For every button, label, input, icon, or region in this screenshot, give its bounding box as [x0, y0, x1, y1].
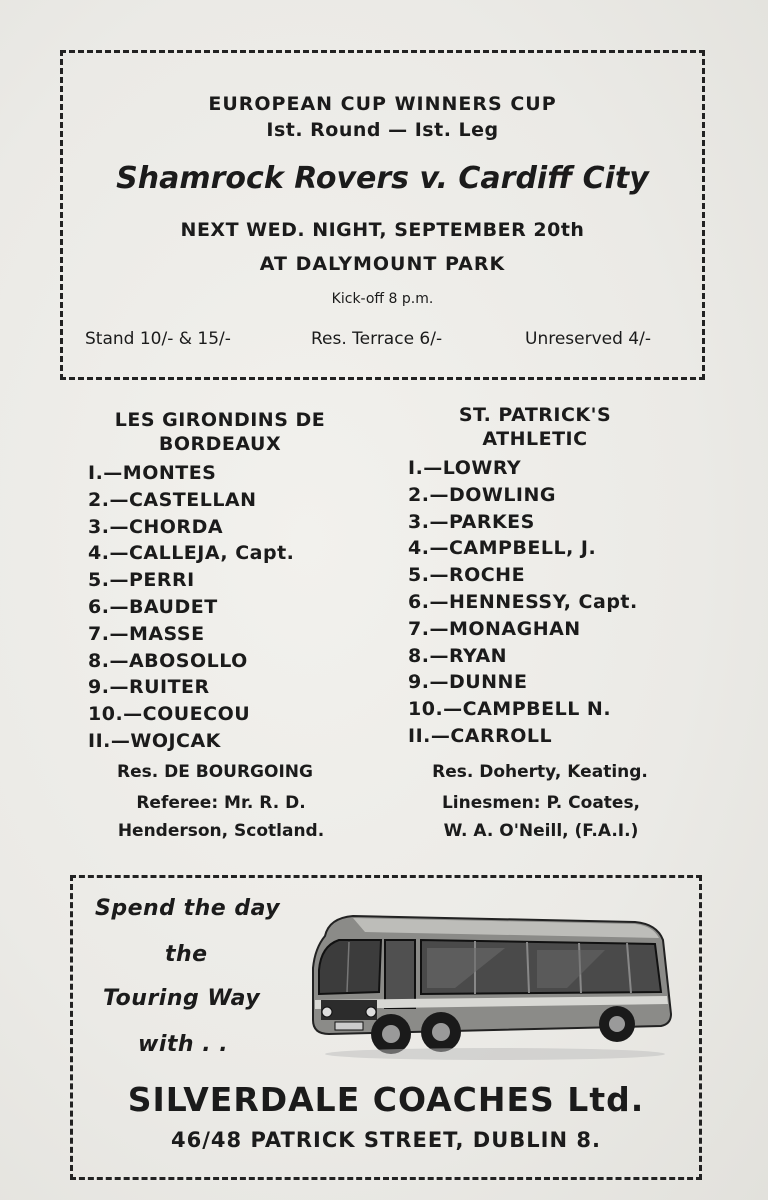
lineup-player: 3.—CHORDA [88, 515, 224, 538]
fixture-box [60, 50, 705, 380]
referee-line2: Henderson, Scotland. [117, 821, 325, 841]
lineup-player: 9.—DUNNE [408, 671, 528, 694]
home-team-name-line2: BORDEAUX [158, 433, 282, 455]
home-team-name [90, 408, 350, 456]
coach-company-name: SILVERDALE COACHES Ltd. [127, 1080, 645, 1119]
lineup-player: 7.—MASSE [88, 622, 205, 645]
linesmen-line2: W. A. O'Neill, (F.A.I.) [443, 821, 639, 841]
home-reserves: Res. DE BOURGOING [117, 762, 313, 782]
kickoff-time: Kick-off 8 p.m. [331, 291, 434, 307]
competition-title: EUROPEAN CUP WINNERS CUP [208, 93, 557, 115]
lineup-player: I.—MONTES [88, 462, 217, 484]
advert-tagline-line: with . . [138, 1032, 229, 1057]
lineup-player: 5.—ROCHE [408, 564, 526, 587]
home-team-name-line1: LES GIRONDINS DE [114, 409, 326, 431]
referee-info [90, 789, 352, 845]
price-stand: Stand 10/- & 15/- [85, 329, 231, 349]
match-title: Shamrock Rovers v. Cardiff City [116, 161, 649, 196]
away-lineup [408, 455, 638, 750]
lineup-player: 8.—ABOSOLLO [88, 649, 248, 672]
round-label: Ist. Round — Ist. Leg [266, 119, 499, 141]
linesmen-line1: Linesmen: P. Coates, [441, 793, 641, 813]
lineup-player: 5.—PERRI [88, 569, 195, 592]
price-unreserved: Unreserved 4/- [525, 329, 651, 349]
lineup-player: 10.—CAMPBELL N. [408, 698, 612, 721]
coach-advert [70, 875, 702, 1180]
price-reserved-terrace: Res. Terrace 6/- [311, 329, 443, 349]
lineup-player: 9.—RUITER [88, 676, 210, 699]
lineup-player: 3.—PARKES [408, 510, 535, 533]
match-date: NEXT WED. NIGHT, SEPTEMBER 20th [180, 219, 585, 241]
lineup-player: II.—WOJCAK [88, 729, 221, 752]
advert-tagline-line: Touring Way [103, 986, 261, 1011]
lineup-player: II.—CARROLL [408, 724, 553, 747]
coach-bus-image [305, 896, 677, 1066]
away-reserves: Res. Doherty, Keating. [432, 762, 648, 782]
away-team-name [410, 403, 660, 451]
lineup-player: 8.—RYAN [408, 644, 508, 667]
referee-line1: Referee: Mr. R. D. [136, 793, 306, 813]
advert-tagline-line: the [165, 942, 208, 967]
lineup-player: 4.—CAMPBELL, J. [408, 537, 597, 560]
lineup-player: 6.—HENNESSY, Capt. [408, 590, 638, 613]
lineup-player: 6.—BAUDET [88, 595, 218, 618]
lineup-player: 10.—COUECOU [88, 703, 251, 726]
away-team-name-line2: ATHLETIC [482, 428, 588, 450]
lineup-player: 4.—CALLEJA, Capt. [88, 542, 295, 565]
away-team-name-line1: ST. PATRICK'S [458, 404, 612, 426]
coach-company-address: 46/48 PATRICK STREET, DUBLIN 8. [171, 1128, 601, 1152]
lineup-player: I.—LOWRY [408, 457, 522, 479]
advert-tagline-line: Spend the day [95, 896, 281, 921]
linesmen-info [400, 789, 682, 845]
match-venue: AT DALYMOUNT PARK [259, 253, 506, 275]
lineup-player: 2.—CASTELLAN [88, 488, 257, 511]
home-lineup [88, 460, 294, 755]
lineup-player: 7.—MONAGHAN [408, 617, 581, 640]
lineup-player: 2.—DOWLING [408, 483, 556, 506]
